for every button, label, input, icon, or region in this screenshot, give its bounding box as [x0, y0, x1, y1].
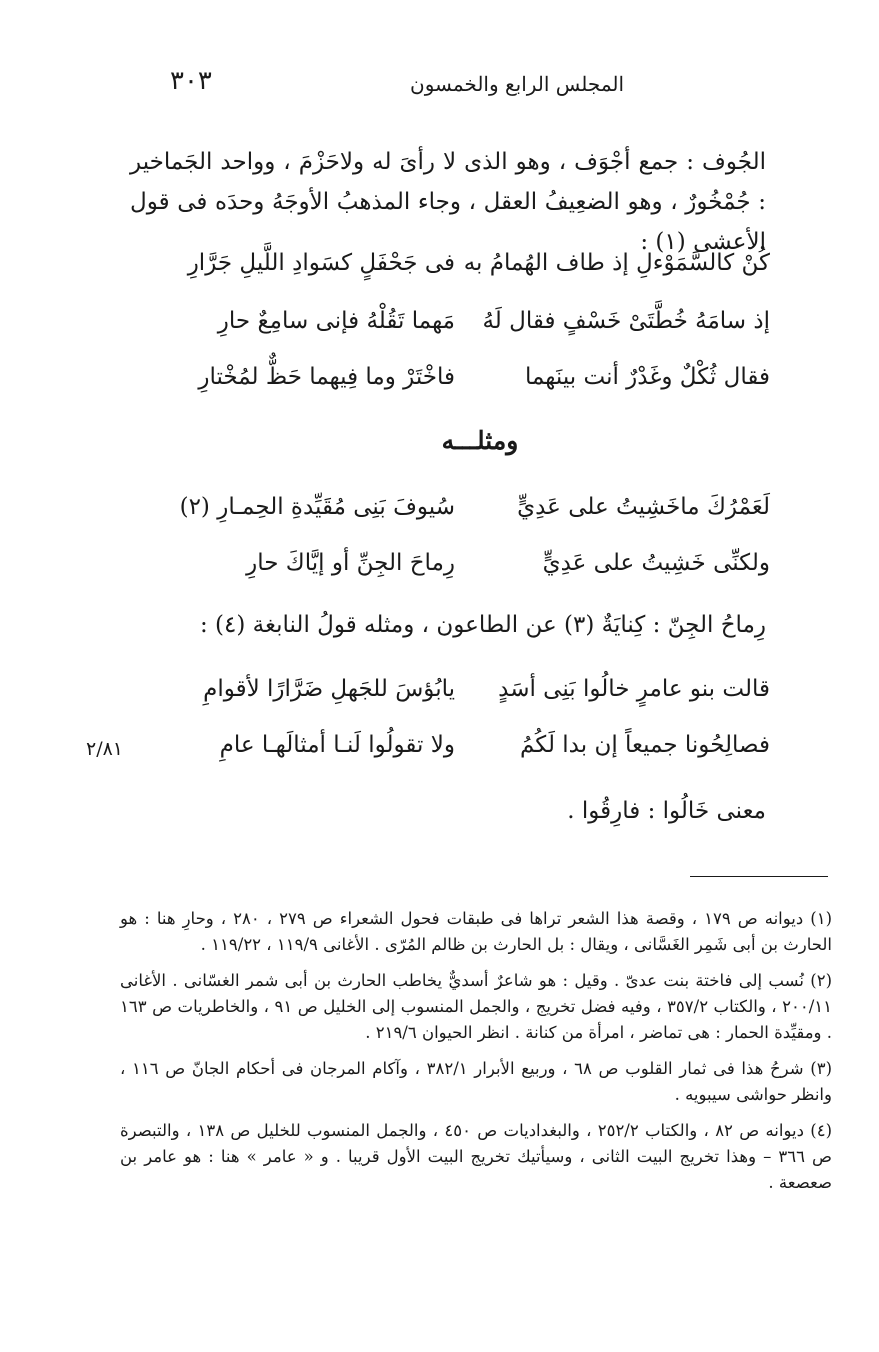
- verse-line: [150, 308, 770, 356]
- verse-second-hemistich: سُيوفَ بَنِى مُقَيِّدةِ الحِمـارِ (٢): [179, 494, 455, 520]
- prose-line: رِماحُ الجِنّ : كِنايَةٌ (٣) عن الطاعون ، ومثله قولُ النابغة (٤) :: [199, 612, 766, 638]
- verse-first-hemistich: إذ سامَهُ خُطَّتَىْ خَسْفٍ فقال لَهُ: [482, 308, 770, 334]
- verse-second-hemistich: ولا تقولُوا لَنـا أمثالَهـا عامِ: [219, 732, 455, 758]
- running-head: [120, 66, 760, 106]
- intro-text: الجُوف : جمع أجْوَف ، وهو الذى لا رأىَ له ولاحَزْمَ ، وواحد الجَماخير : جُمْخُورٌ ، وهو الضعِيفُ العقل ، وجاء المذهبُ الأوجَهُ وحدَه فى قول الأعشى (١) :: [130, 149, 766, 255]
- verse-second-hemistich: فاخْتَرْ وما فِيهما حَظٌّ لمُخْتارِ: [198, 364, 455, 390]
- verse-second-hemistich: يابُؤسَ للجَهلِ ضَرَّارًا لأقوامِ: [203, 676, 455, 702]
- verse-line: [150, 676, 770, 724]
- prose-line: معنى خَالُوا : فارِقُوا .: [567, 798, 766, 824]
- verse-line: [150, 550, 770, 598]
- footnote: (٤) ديوانه ص ٨٢ ، والكتاب ٢٥٢/٢ ، والبغداديات ص ٤٥٠ ، والجمل المنسوب للخليل ص ١٣٨ ، والتبصرة ص ٣٦٦ – وهذا تخريج البيت الثانى ، وسيأتيك تخريج البيت الأول قريبا . و « عامر » هنا : هو عامر بن صعصعة .: [120, 1121, 832, 1192]
- intro-paragraph: [130, 142, 766, 262]
- footnote-divider: [690, 876, 828, 877]
- verse-first-hemistich: قالت بنو عامرٍ خالُوا بَنِى أسَدٍ: [498, 676, 770, 702]
- footnote: (٢) نُسب إلى فاختة بنت عدىّ . وقيل : هو شاعرٌ أسديٌّ يخاطب الحارث بن أبى شمر الغسّانى . الأغانى ٢٠٠/١١ ، والكتاب ٣٥٧/٢ ، وفيه فضل تخريج ، والجمل المنسوب إلى الخليل ص ٩١ ، والخاطريات ص ١٦٣ . ومقيِّدة الحمار : هى تماضر ، امرأة من كنانة . انظر الحيوان ٢١٩/٦ .: [120, 971, 832, 1042]
- verse-line: [150, 494, 770, 542]
- verse-first-hemistich: لَعَمْرُكَ ماخَشِيتُ على عَدِيٍّ: [517, 494, 770, 520]
- verse-second-hemistich: مَهما تَقُلْهُ فإنى سامِعٌ حارِ: [217, 308, 455, 334]
- footnote: (٣) شرحُ هذا فى ثمار القلوب ص ٦٨ ، وربيع الأبرار ٣٨٢/١ ، وآكام المرجان فى أحكام الجانّ ص ١١٦ ، وانظر حواشى سيبويه .: [120, 1059, 833, 1104]
- footnote: (١) ديوانه ص ١٧٩ ، وقصة هذا الشعر تراها فى طبقات فحول الشعراء ص ٢٧٩ ، ٢٨٠ ، وحارِ هنا : هو الحارث بن أبى شَمِر الغَسَّانى ، ويقال : بل الحارث بن ظالم المُرّى . الأغانى ١١٩/٩ ، ١١٩/٢٢ .: [120, 909, 832, 954]
- section-title: ومثلـــه: [441, 426, 519, 455]
- verse-line: [150, 250, 770, 298]
- verse-first-hemistich: كُنْ كالسَّمَوْءلِ إذ طاف الهُمامُ به: [463, 250, 770, 276]
- footnotes: [120, 906, 832, 1206]
- verse-line: [150, 364, 770, 412]
- verse-first-hemistich: فصالِحُونا جميعاً إن بدا لَكُمُ: [519, 732, 770, 758]
- verse-second-hemistich: فى جَحْفَلٍ كسَوادِ اللَّيلِ جَرَّارِ: [187, 250, 455, 276]
- header-title: المجلس الرابع والخمسون: [410, 72, 625, 96]
- verse-first-hemistich: ولكنِّى خَشِيتُ على عَدِيٍّ: [542, 550, 770, 576]
- margin-reference: ٢/٨١: [86, 738, 124, 760]
- verse-line: [150, 732, 770, 780]
- page-number: ٣٠٣: [170, 66, 212, 96]
- verse-second-hemistich: رِماحَ الجِنِّ أو إيَّاكَ حارِ: [246, 550, 455, 576]
- verse-first-hemistich: فقال ثُكْلٌ وغَدْرٌ أنت بينَهما: [525, 364, 770, 390]
